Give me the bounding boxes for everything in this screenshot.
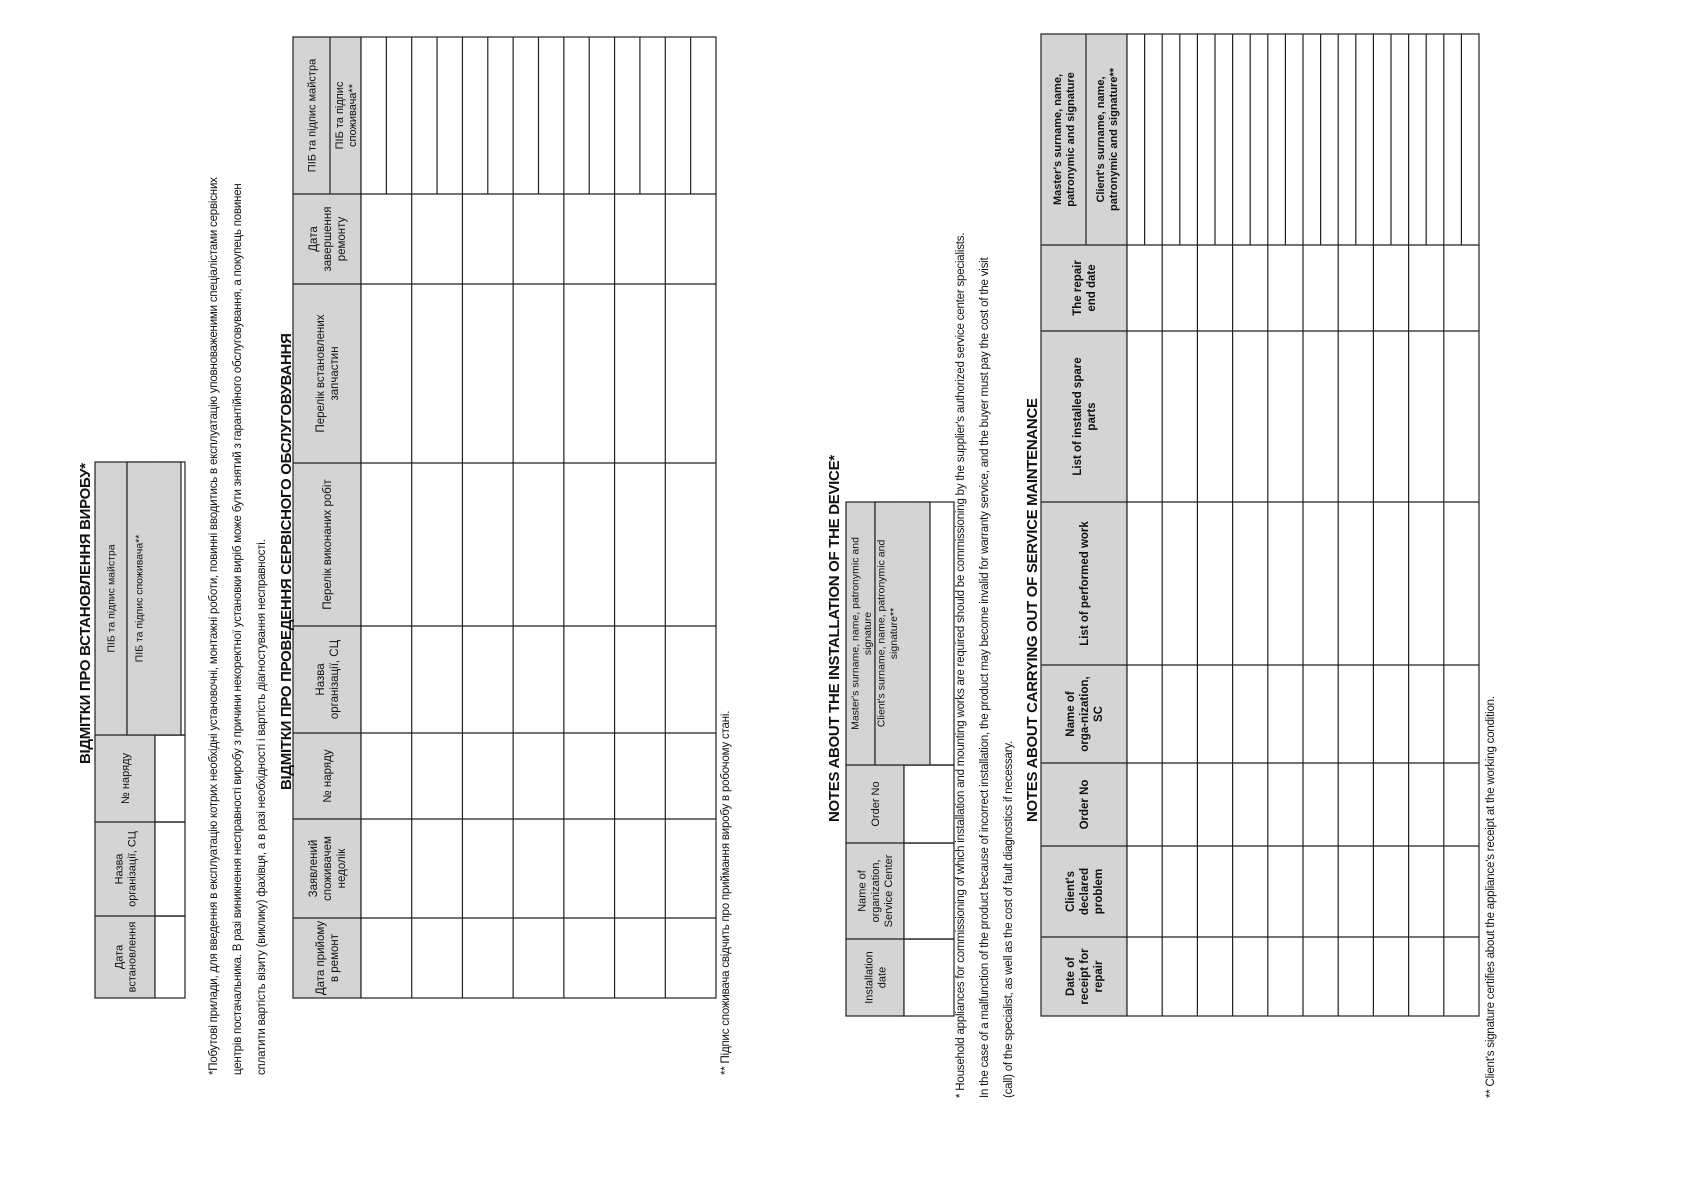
ua-signature-note: ** Підпис споживача свідчить про приймання виробу в робочому стані. xyxy=(720,710,732,1075)
ua-service-title: ВІДМІТКИ ПРО ПРОВЕДЕННЯ СЕРВІСНОГО ОБСЛУГОВУВАННЯ xyxy=(278,333,295,790)
en-service-client-sig: Client's surname, name,patronymic and signature** xyxy=(1094,67,1120,212)
ua-service-client-sig: ПІБ та підписспоживача** xyxy=(333,81,359,150)
en-service-col-6: List of installed spare parts xyxy=(1072,357,1098,476)
en-service-col-4: Name of orga-nization, SC xyxy=(1065,676,1105,752)
en-footnote-line-3: (call) of the specialist, as well as the cost of fault diagnostics if necessary. xyxy=(1003,740,1015,1098)
en-install-col-2: Name oforganization,Service Center xyxy=(856,854,896,928)
ua-service-master-sig: ПІБ та підпис майстра xyxy=(306,58,319,173)
ua-service-col-5: Перелік виконаних робіт xyxy=(322,479,335,610)
en-install-col-3: Order No xyxy=(869,781,882,827)
en-install-cell-3[interactable] xyxy=(904,765,954,843)
ua-footnote-line-2: центрів постачальника. В разі виникнення несправності виробу з причини некоректної установки виріб може бути знятий з гарантійного обслуговування, а покупець повинен xyxy=(232,183,244,1075)
ua-service-col-3: № наряду xyxy=(322,749,335,803)
en-install-client-sig: Client's surname, name, patronymic andsignature** xyxy=(875,539,900,728)
ua-install-col-3: № наряду xyxy=(119,753,132,804)
en-service-col-7: The repair end date xyxy=(1072,260,1098,316)
ua-service-col-1: Дата прийому в ремонт xyxy=(315,920,341,996)
ua-install-master-sig: ПІБ та підпис майстра xyxy=(105,544,118,653)
ua-service-col-6: Перелік встановлених запчастин xyxy=(315,314,341,433)
en-service-title: NOTES ABOUT CARRYING OUT OF SERVICE MAINTENANCE xyxy=(1024,398,1041,822)
en-service-col-1: Date of receipt for repair xyxy=(1065,948,1105,1005)
ua-service-col-2: Заявлений споживачем недолік xyxy=(308,836,348,901)
en-install-title: NOTES ABOUT THE INSTALLATION OF THE DEVICE* xyxy=(826,455,843,822)
en-signature-note: ** Client's signature certifies about the appliance's receipt at the working condition. xyxy=(1485,696,1497,1098)
ua-install-cell-1[interactable] xyxy=(155,916,185,998)
en-install-cell-2[interactable] xyxy=(904,843,954,939)
ua-footnote-line-1: *Побутові прилади, для введення в експлуатацію котрих необхідні установочні, монтажні роботи, повинні вводитись в експлуатацію уповноваженими спеціалістами сервісних xyxy=(208,177,220,1075)
ua-install-client-sig: ПІБ та підпис споживача** xyxy=(133,534,146,663)
ua-install-col-2: Назваорганізації, СЦ xyxy=(113,831,139,907)
ua-install-cell-2[interactable] xyxy=(155,822,185,916)
en-footnote-line-1: * Household appliances for commissioning of which installation and mounting works are required should be commissioning by the supplier's authorized service center specialists. xyxy=(955,232,967,1098)
en-service-col-2: Client's declared problem xyxy=(1065,867,1105,916)
ua-footnote-line-3: сплатити вартість візиту (виклику) фахівця, а в разі необхідності і вартість діагностування несправності. xyxy=(256,539,268,1075)
en-install-col-1: Installationdate xyxy=(863,951,889,1004)
en-service-master-sig: Master's surname, name,patronymic and signature xyxy=(1051,72,1077,207)
en-service-col-5: List of performed work xyxy=(1079,521,1092,646)
ua-install-cell-3[interactable] xyxy=(155,735,185,822)
ua-install-title: ВІДМІТКИ ПРО ВСТАНОВЛЕННЯ ВИРОБУ* xyxy=(77,463,94,764)
en-install-cell-1[interactable] xyxy=(904,939,954,1016)
ua-service-col-7: Дата завершення ремонту xyxy=(308,206,348,272)
ua-install-col-1: Датавстановлення xyxy=(113,921,139,993)
en-install-master-sig: Master's surname, name, patronymic andsignature xyxy=(849,537,874,730)
en-footnote-line-2: In the case of a malfunction of the product because of incorrect installation, the product may become invalid for warranty service, and the buyer must pay the cost of the visit xyxy=(979,257,991,1098)
en-service-col-3: Order No xyxy=(1079,779,1092,830)
ua-service-col-4: Назва організації, СЦ xyxy=(315,639,341,720)
